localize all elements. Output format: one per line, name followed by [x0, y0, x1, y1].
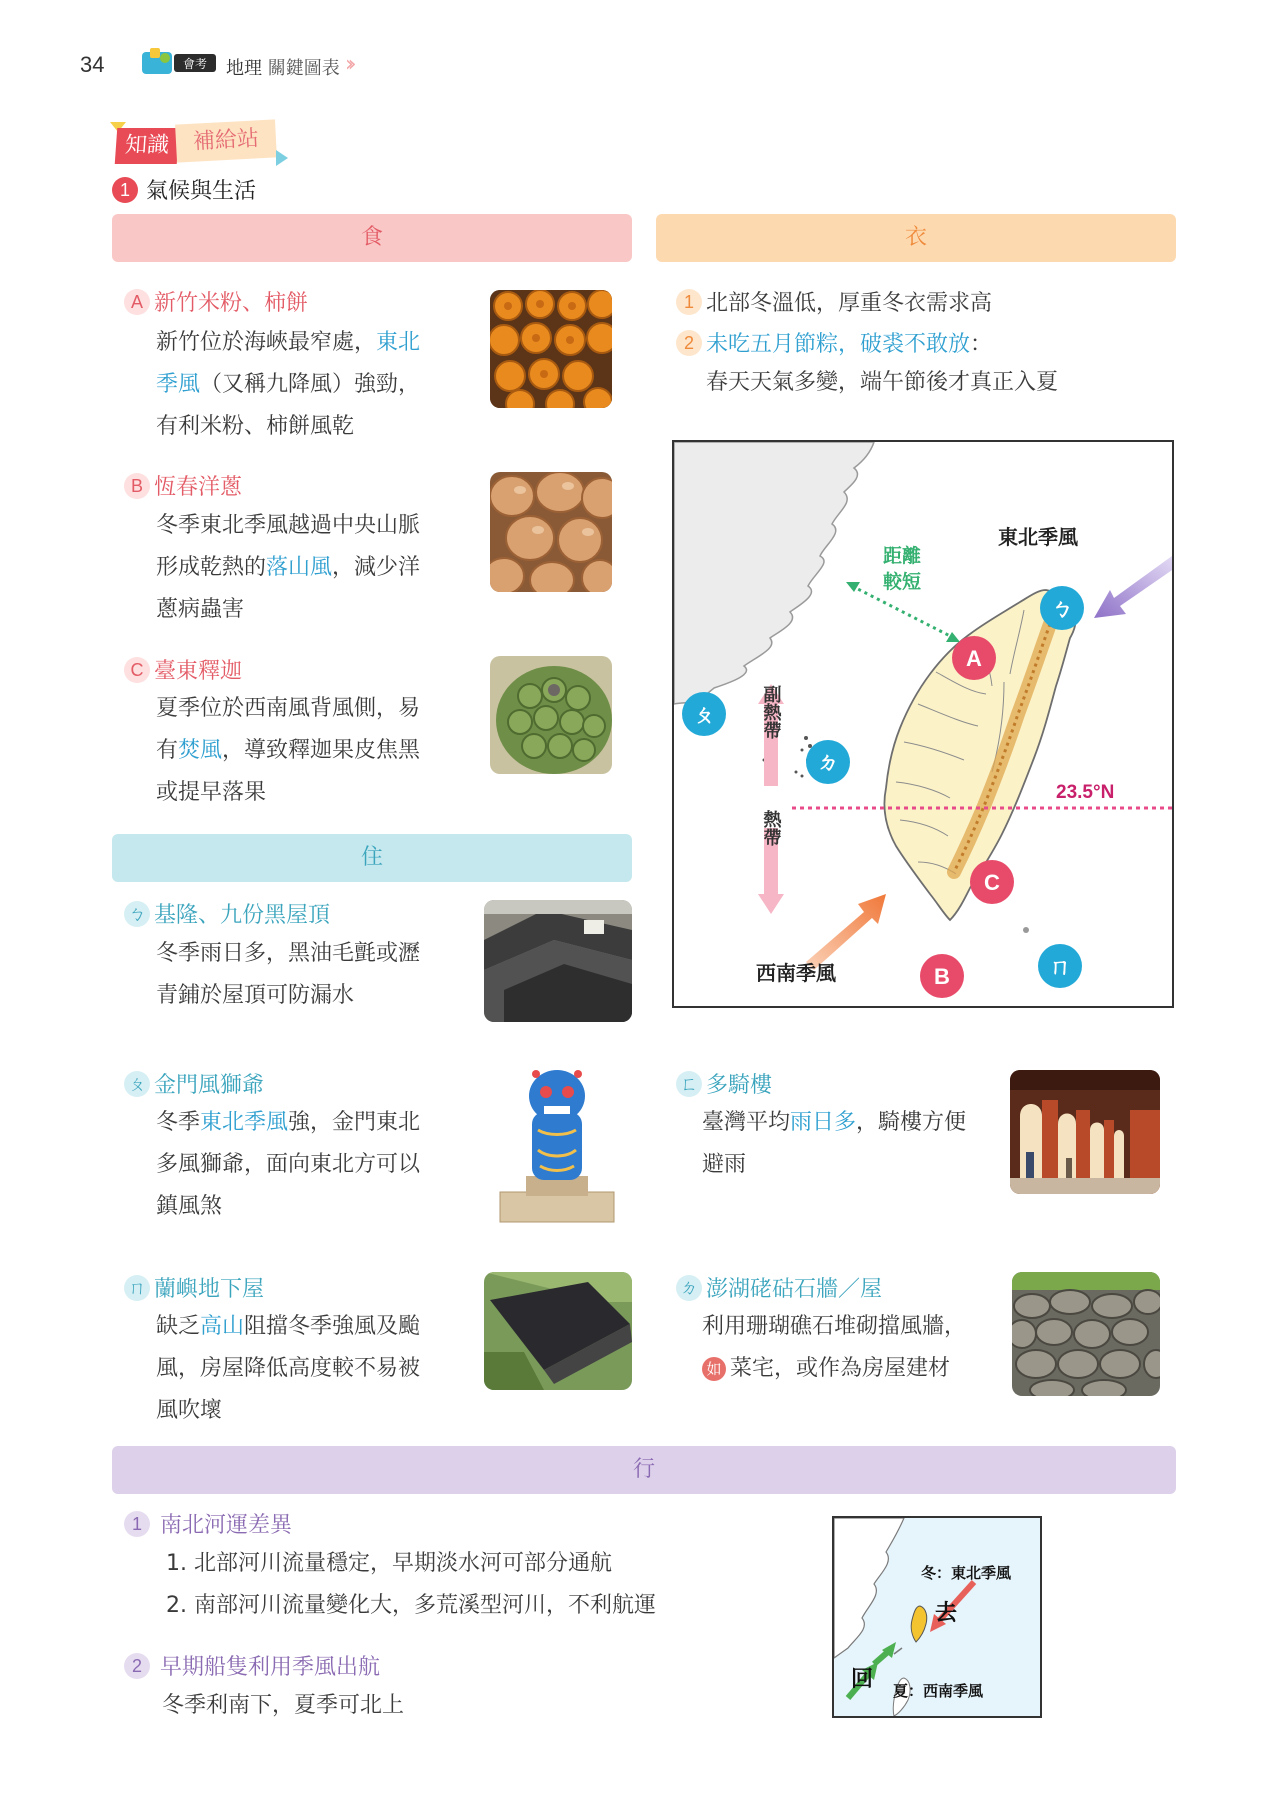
body-line: 如 菜宅，或作為房屋建材 — [702, 1348, 966, 1390]
marker-bo: ㄅ — [1050, 597, 1074, 622]
banner-label-1: 知識 — [115, 128, 180, 164]
tag-badge: A — [124, 289, 150, 315]
section-title — [112, 174, 256, 205]
body-line: 避雨 — [702, 1152, 747, 1177]
banner-decor-arrow — [276, 150, 288, 166]
food-item-c-title — [124, 654, 242, 685]
clothing-item-1 — [676, 286, 992, 317]
category-housing: 住 — [112, 834, 632, 882]
header-title — [226, 54, 340, 80]
item-title-text: 新竹米粉、柿餅 — [154, 291, 309, 316]
body-line: 冬季東北季風越過中央山脈 — [156, 513, 421, 538]
go-label: 去 — [934, 1601, 958, 1626]
body-line: 夏季位於西南風背風側，易 — [156, 696, 421, 721]
winter-monsoon-label: 冬：東北季風 — [920, 1564, 1012, 1582]
item-title-text: 蘭嶼地下屋 — [154, 1277, 265, 1302]
tag-badge: ㄈ — [676, 1071, 702, 1097]
tag-badge: 1 — [124, 1511, 150, 1537]
banner-label-2: 補給站 — [175, 119, 277, 162]
housing-item-po-body — [156, 1102, 420, 1228]
housing-item-mo-title — [124, 1272, 264, 1303]
tag-badge: 2 — [676, 330, 702, 356]
housing-item-bo-title — [124, 898, 330, 929]
ne-monsoon-label: 東北季風 — [998, 525, 1078, 549]
monsoon-sailing-map — [832, 1516, 1042, 1718]
item-title-text: 金門風獅爺 — [154, 1073, 265, 1098]
transport-item-2-body: 冬季利南下，夏季可北上 — [162, 1693, 405, 1718]
body-line: 青鋪於屋頂可防漏水 — [156, 983, 355, 1008]
housing-item-fo-title — [676, 1068, 772, 1099]
tag-badge: 2 — [124, 1653, 150, 1679]
body-line: 缺乏高山阻擋冬季強風及颱 — [156, 1314, 421, 1339]
svg-text:會考: 會考 — [182, 57, 208, 71]
chevron-double-right-icon: ›› — [345, 52, 351, 77]
knowledge-banner — [116, 122, 278, 164]
black-roof-photo — [484, 900, 632, 1022]
tag-badge: ㄅ — [124, 901, 150, 927]
example-badge: 如 — [702, 1357, 726, 1381]
item-title-text: 澎湖硓𥑮石牆／屋 — [706, 1277, 883, 1302]
housing-item-bo-body — [156, 933, 420, 1017]
persimmon-photo — [490, 290, 612, 408]
clothing-text: 北部冬溫低，厚重冬衣需求高 — [706, 291, 993, 316]
marker-a: A — [966, 646, 982, 671]
housing-item-po-title — [124, 1068, 264, 1099]
food-item-b-body — [156, 505, 420, 631]
body-line: 季風（又稱九降風）強勁， — [156, 372, 421, 397]
body-line: 風，房屋降低高度較不易被 — [156, 1356, 421, 1381]
body-line: 新竹位於海峽最窄處，東北 — [156, 330, 421, 355]
tag-badge: B — [124, 473, 150, 499]
sugar-apple-photo — [490, 656, 612, 774]
item-title-text: 恆春洋蔥 — [154, 475, 243, 500]
food-item-b-title — [124, 470, 242, 501]
marker-de: ㄉ — [816, 751, 840, 776]
coral-wall-photo — [1012, 1272, 1160, 1396]
wind-lion-photo — [496, 1066, 618, 1226]
body-line: 利用珊瑚礁石堆砌擋風牆， — [702, 1314, 967, 1339]
body-line: 2. 南部河川流量變化大，多荒溪型河川，不利航運 — [166, 1593, 656, 1618]
food-item-a-title — [124, 286, 308, 317]
body-line: 1. 北部河川流量穩定，早期淡水河可部分通航 — [166, 1551, 612, 1576]
body-line: 形成乾熱的落山風，減少洋 — [156, 555, 421, 580]
page-number: 34 — [80, 52, 105, 77]
category-transport: 行 — [112, 1446, 1176, 1494]
food-item-c-body — [156, 688, 420, 814]
latitude-label: 23.5°N — [1056, 782, 1115, 803]
clothing-item-2 — [676, 327, 992, 358]
body-line: 有利米粉、柿餅風乾 — [156, 414, 355, 439]
tag-badge: ㄆ — [124, 1071, 150, 1097]
subtropical-label: 副熱帶 — [760, 685, 782, 739]
distance-label-2: 較短 — [882, 571, 922, 593]
marker-b: B — [934, 964, 950, 989]
tag-badge: ㄇ — [124, 1275, 150, 1301]
return-label: 回 — [850, 1667, 874, 1692]
body-line: 蔥病蟲害 — [156, 597, 245, 622]
item-title-text: 早期船隻利用季風出航 — [160, 1655, 381, 1680]
tropical-label: 熱帶 — [760, 810, 782, 846]
logo — [140, 48, 218, 78]
marker-c: C — [984, 870, 1000, 895]
housing-item-de-title — [676, 1272, 882, 1303]
header-subtitle: 關鍵圖表 — [267, 58, 340, 79]
clothing-colon: ： — [970, 332, 993, 357]
body-line: 鎮風煞 — [156, 1194, 223, 1219]
distance-label-1: 距離 — [882, 545, 922, 567]
marker-mo: ㄇ — [1048, 955, 1072, 980]
sw-monsoon-label: 西南季風 — [756, 961, 836, 985]
item-title-text: 基隆、九份黑屋頂 — [154, 903, 331, 928]
section-title-text: 氣候與生活 — [146, 179, 257, 204]
item-title-text: 南北河運差異 — [160, 1513, 293, 1538]
transport-item-1-body — [166, 1543, 656, 1627]
body-line: 臺灣平均雨日多，騎樓方便 — [702, 1110, 967, 1135]
tag-badge: 1 — [676, 289, 702, 315]
underground-house-photo — [484, 1272, 632, 1390]
taiwan-monsoon-map — [672, 440, 1174, 1008]
housing-item-fo-body — [702, 1102, 966, 1186]
category-clothing: 衣 — [656, 214, 1176, 262]
header-subject: 地理 — [226, 58, 262, 79]
transport-item-1-title — [124, 1508, 292, 1539]
body-line: 冬季雨日多，黑油毛氈或瀝 — [156, 941, 421, 966]
item-title-text: 臺東釋迦 — [154, 659, 243, 684]
summer-monsoon-label: 夏：西南季風 — [892, 1682, 984, 1700]
category-food: 食 — [112, 214, 632, 262]
body-line: 冬季東北季風強，金門東北 — [156, 1110, 421, 1135]
transport-item-2-title — [124, 1650, 380, 1681]
body-line: 風吹壞 — [156, 1398, 223, 1423]
food-item-a-body — [156, 322, 420, 448]
tag-badge: C — [124, 657, 150, 683]
housing-item-de-body — [702, 1306, 966, 1390]
body-line: 有焚風，導致釋迦果皮焦黑 — [156, 738, 421, 763]
body-line: 或提早落果 — [156, 780, 267, 805]
clothing-detail: 春天天氣多變，端午節後才真正入夏 — [706, 370, 1059, 395]
onion-photo — [490, 472, 612, 592]
section-number: 1 — [112, 177, 138, 203]
body-line: 多風獅爺，面向東北方可以 — [156, 1152, 421, 1177]
tag-badge: ㄉ — [676, 1275, 702, 1301]
housing-item-mo-body — [156, 1306, 420, 1432]
clothing-saying: 未吃五月節粽，破裘不敢放 — [706, 332, 971, 357]
arcade-photo — [1010, 1070, 1160, 1194]
marker-po: ㄆ — [692, 703, 716, 728]
item-title-text: 多騎樓 — [706, 1073, 773, 1098]
